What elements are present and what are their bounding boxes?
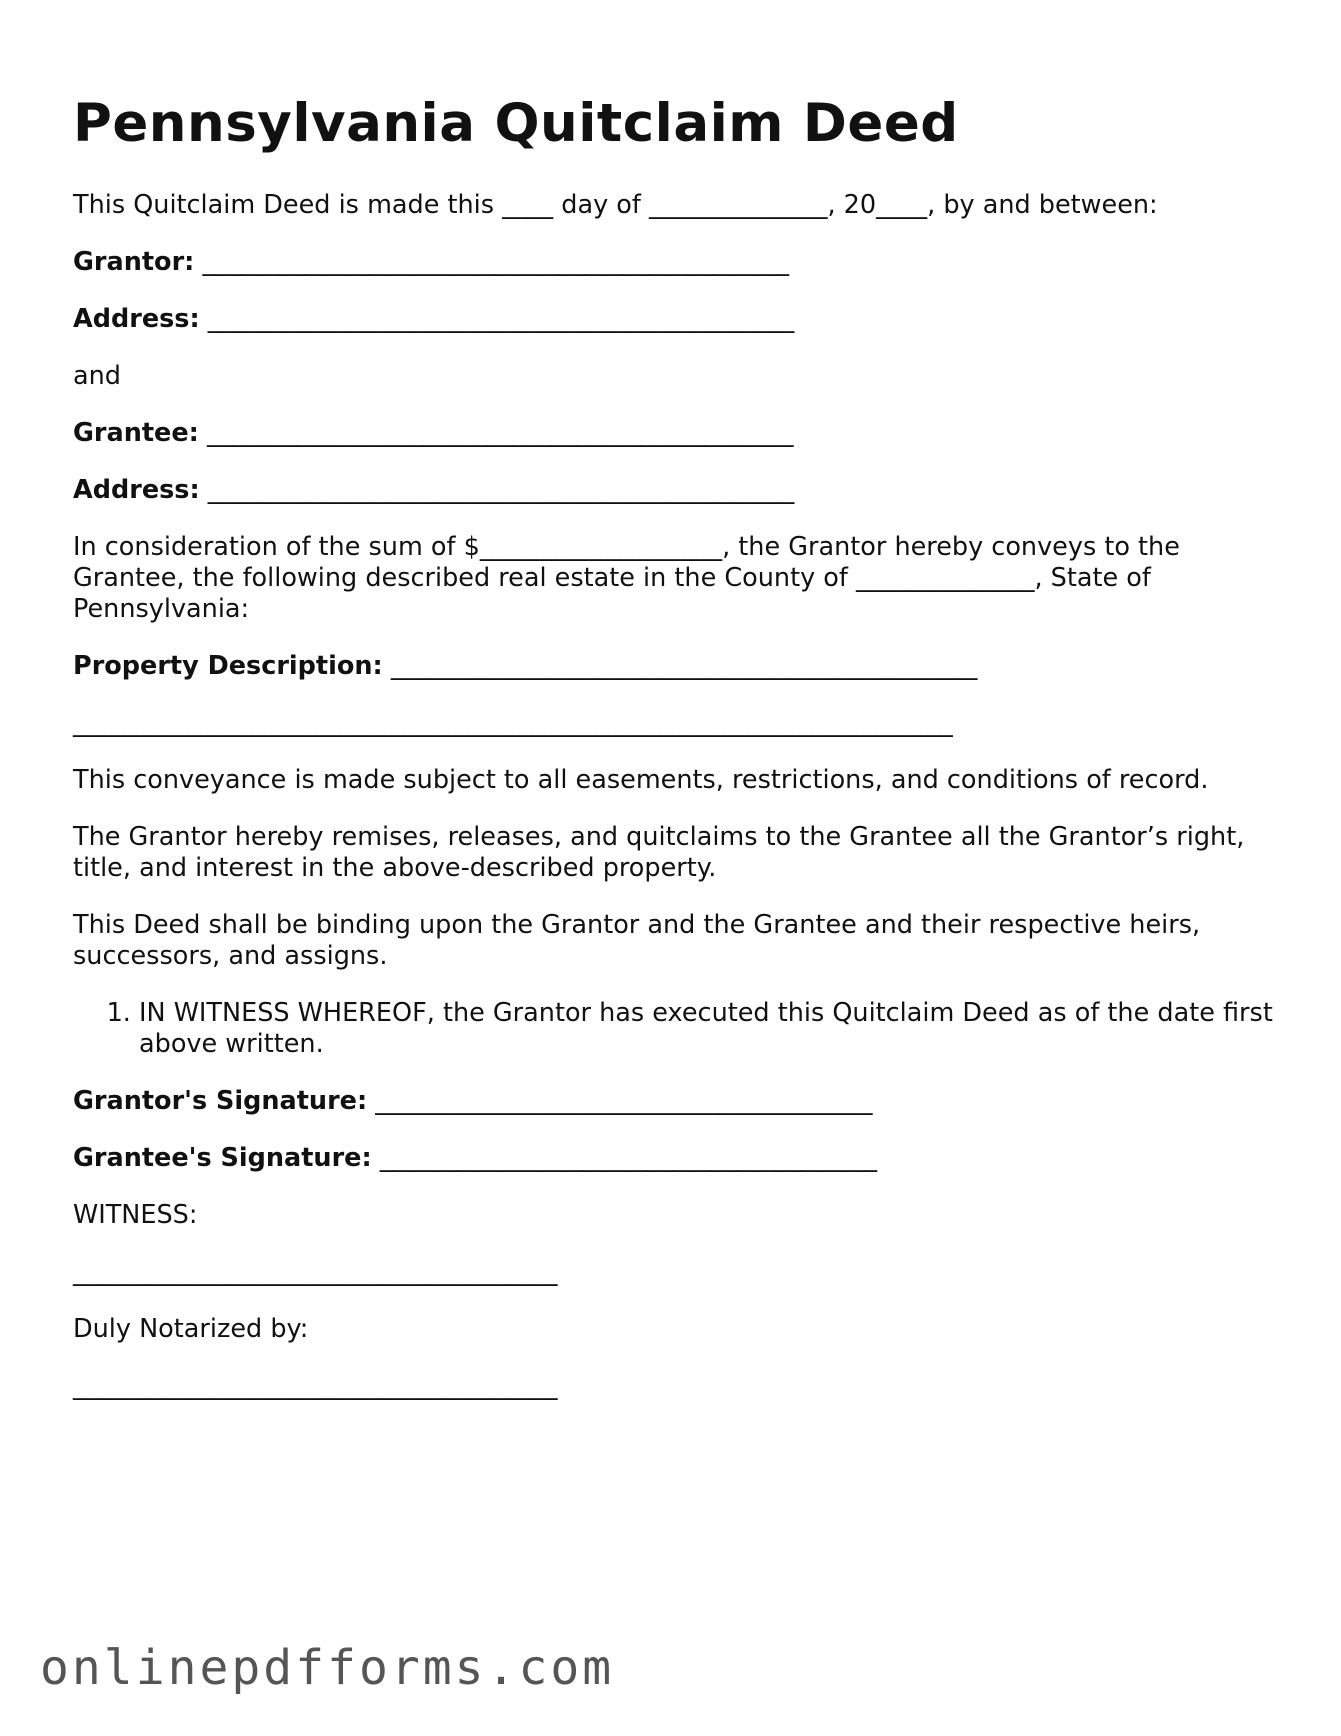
grantor-field	[73, 247, 1273, 278]
grantee-signature-label: Grantee's Signature:	[73, 1143, 372, 1173]
grantee-signature-field	[73, 1143, 1273, 1174]
grantee-field	[73, 418, 1273, 449]
consideration-paragraph: In consideration of the sum of $___________________, the Grantor hereby conveys to the Grantee, the following described real estate in the County of ______________, State of Pennsylvania:	[73, 532, 1189, 624]
grantee-label: Grantee:	[73, 418, 199, 448]
witness-label: WITNESS:	[73, 1200, 198, 1230]
witness-whereof-item: 1. IN WITNESS WHEREOF, the Grantor has executed this Quitclaim Deed as of the date first above written.	[139, 998, 1273, 1060]
witness-whereof-list	[73, 998, 1273, 1060]
grantee-signature-blank[interactable]: _______________________________________	[379, 1143, 878, 1173]
grantor-label: Grantor:	[73, 247, 195, 277]
watermark-text: onlinepdfforms.com	[40, 1640, 615, 1696]
intro-paragraph: This Quitclaim Deed is made this ____ day of ______________, 20____, by and between:	[73, 190, 1158, 220]
grantor-address-field	[73, 304, 1273, 335]
deed-document	[73, 92, 1273, 1428]
property-description-blank[interactable]: ______________________________________________	[390, 651, 978, 681]
grantor-signature-field	[73, 1086, 1273, 1117]
grantee-address-label: Address:	[73, 475, 200, 505]
property-description-label: Property Description:	[73, 651, 383, 681]
grantor-signature-blank[interactable]: _______________________________________	[375, 1086, 873, 1116]
grantor-blank[interactable]: ______________________________________________	[202, 247, 789, 277]
property-description-line-2[interactable]: _____________________________________________________________________	[73, 708, 953, 738]
property-description-field	[73, 651, 1273, 682]
notary-signature-blank[interactable]: ______________________________________	[73, 1371, 558, 1401]
notarized-label: Duly Notarized by:	[73, 1314, 309, 1344]
grantee-address-field	[73, 475, 1273, 506]
remises-paragraph: The Grantor hereby remises, releases, and quitclaims to the Grantee all the Grantor’s right, title, and interest in the above-described property.	[73, 822, 1253, 883]
conveyance-paragraph: This conveyance is made subject to all easements, restrictions, and conditions of record.	[73, 765, 1209, 795]
binding-paragraph: This Deed shall be binding upon the Grantor and the Grantee and their respective heirs, successors, and assigns.	[73, 910, 1209, 971]
grantor-address-label: Address:	[73, 304, 200, 334]
grantor-address-blank[interactable]: ______________________________________________	[207, 304, 795, 334]
grantee-blank[interactable]: ______________________________________________	[206, 418, 794, 448]
witness-signature-blank[interactable]: ______________________________________	[73, 1257, 558, 1287]
grantee-address-blank[interactable]: ______________________________________________	[207, 475, 795, 505]
and-text: and	[73, 361, 121, 391]
grantor-signature-label: Grantor's Signature:	[73, 1086, 368, 1116]
document-title: Pennsylvania Quitclaim Deed	[73, 93, 959, 154]
